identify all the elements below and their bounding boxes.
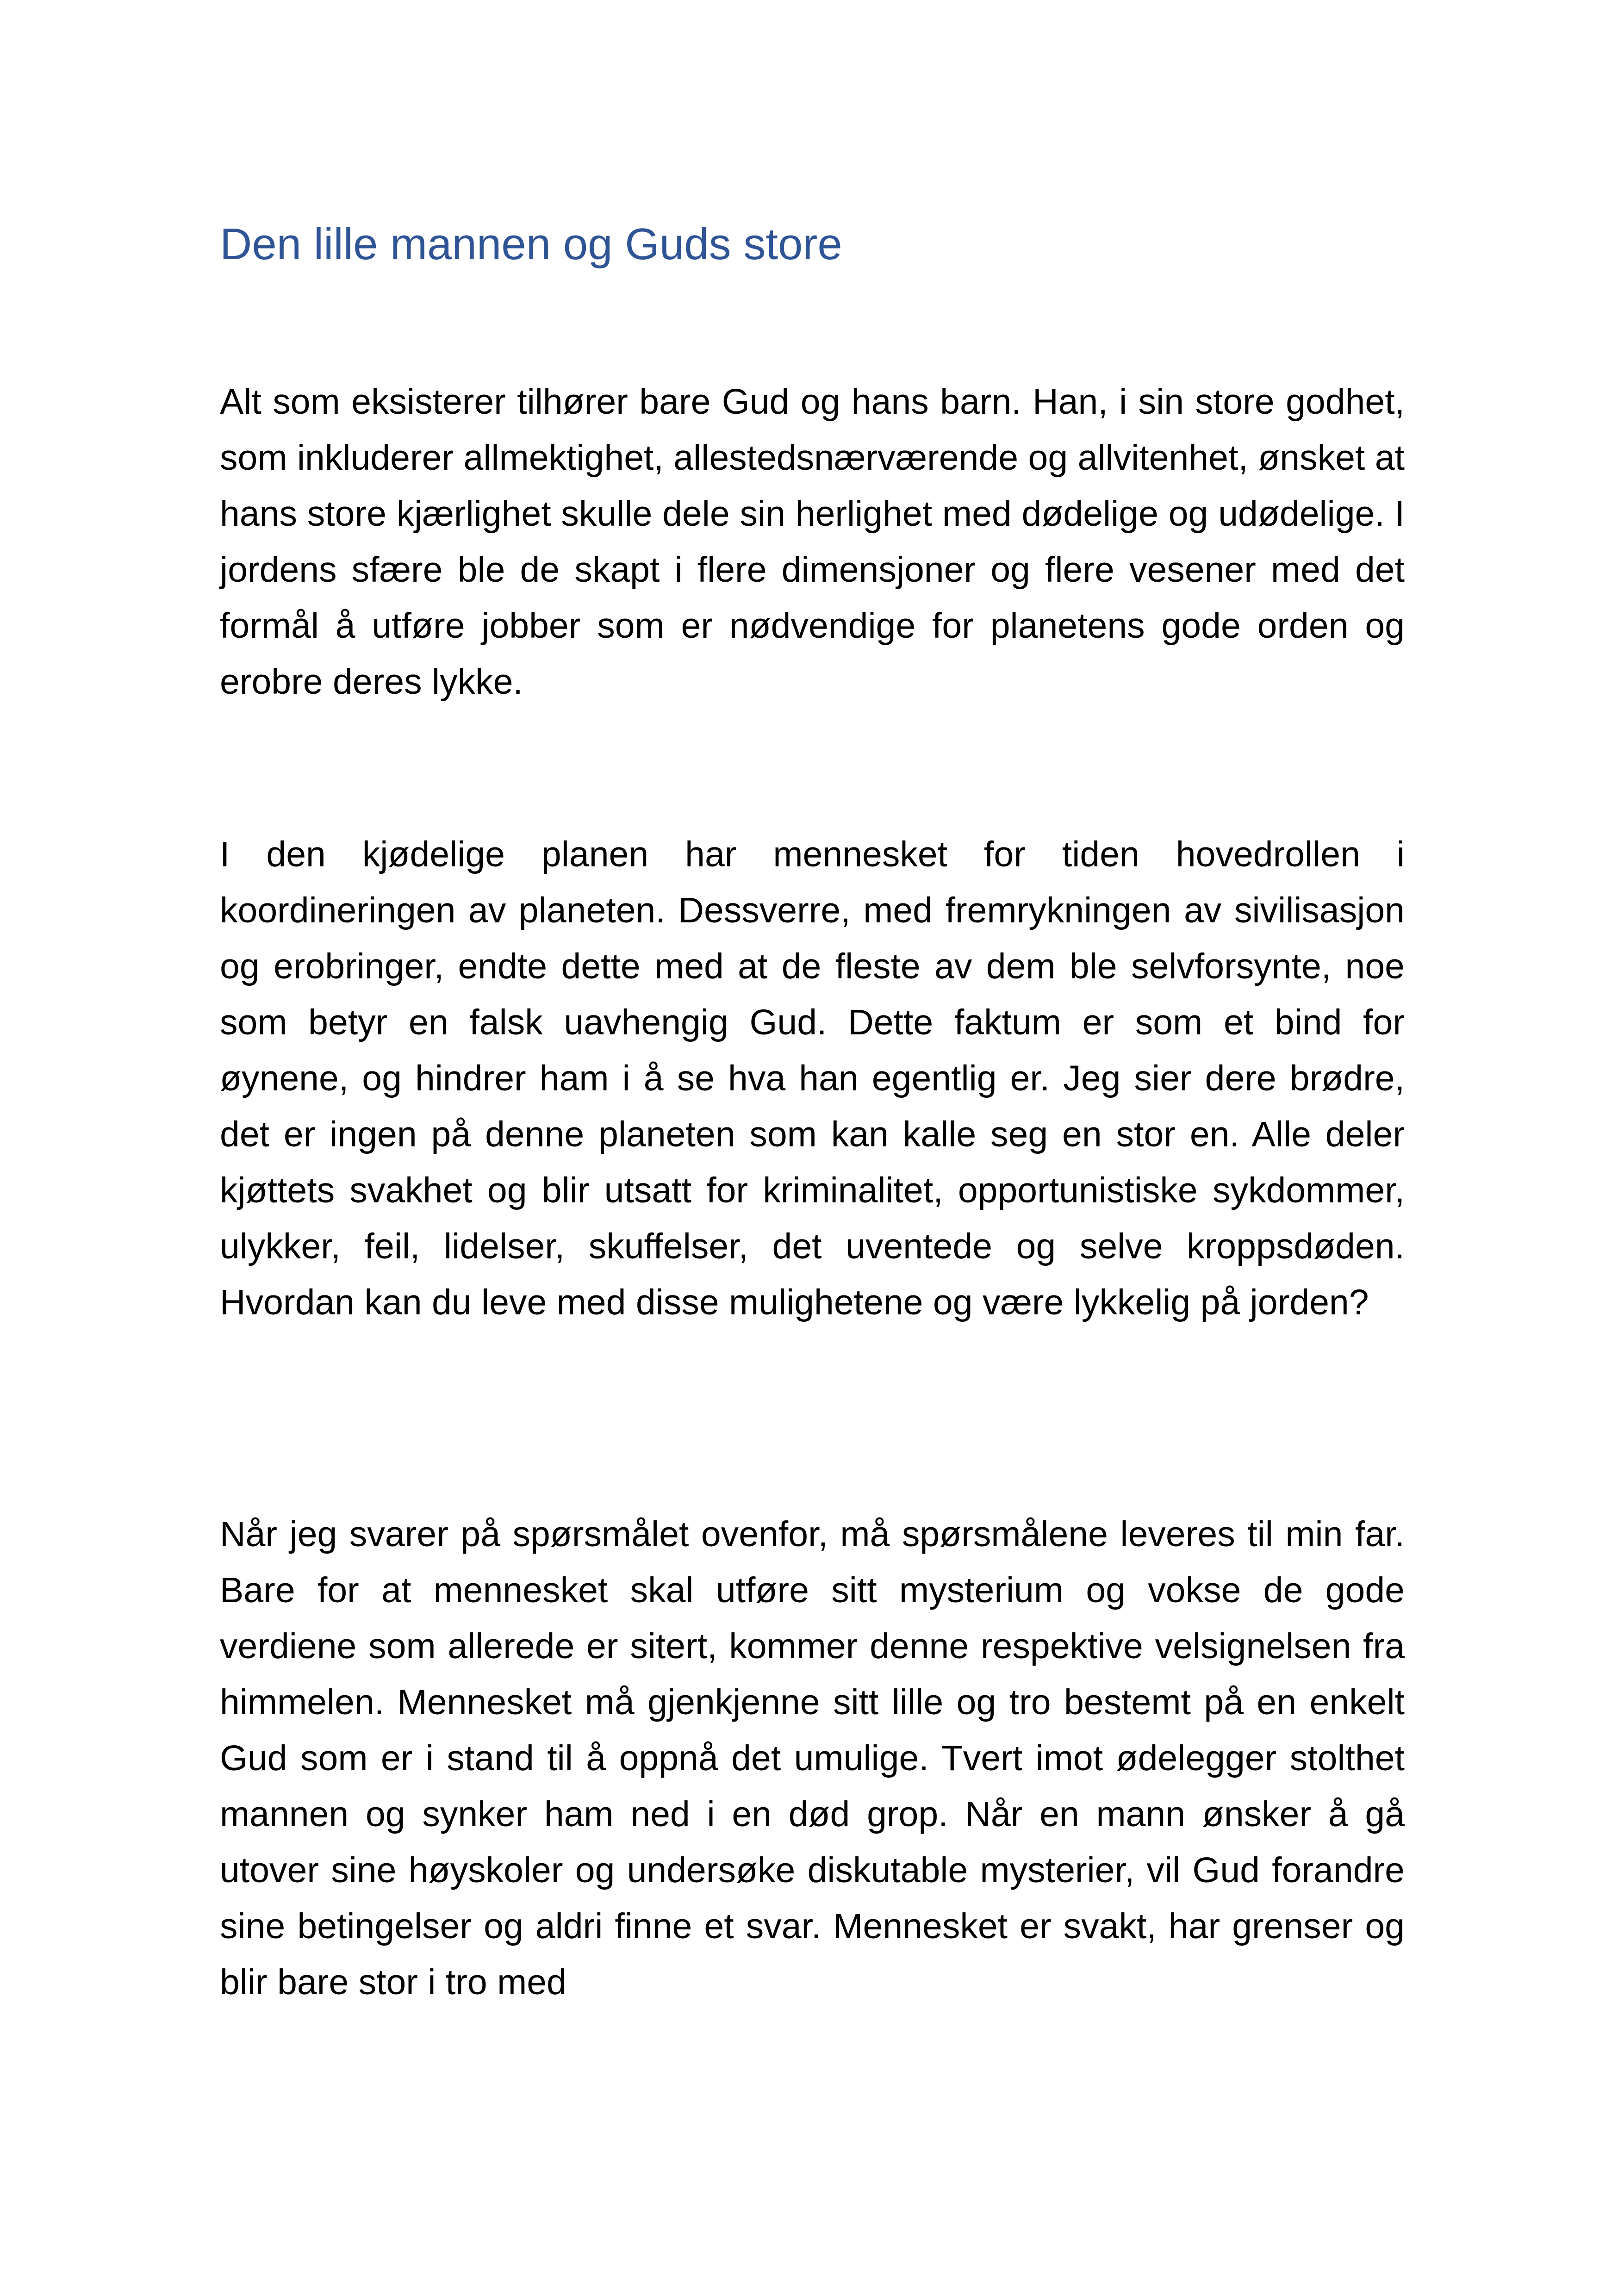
body-paragraph-3: Når jeg svarer på spørsmålet ovenfor, må spørsmålene leveres til min far. Bare for at mennesket skal utføre sitt mysterium og vokse de gode verdiene som allerede er sitert, kommer denne respektive velsignelsen fra himmelen. Mennesket må gjenkjenne sitt lille og tro bestemt på en enkelt Gud som er i stand til å oppnå det umulige. Tvert imot ødelegger stolthet mannen og synker ham ned i en død grop. Når en mann ønsker å gå utover sine høyskoler og undersøke diskutable mysterier, vil Gud forandre sine betingelser og aldri finne et svar. Mennesket er svakt, har grenser og blir bare stor i tro med bbox=[220, 1514, 1405, 2002]
document-title: Den lille mannen og Guds store bbox=[220, 219, 842, 269]
body-paragraph-2: I den kjødelige planen har mennesket for tiden hovedrollen i koordineringen av planeten. Dessverre, med fremrykningen av sivilisasjon og erobringer, endte dette med at de fleste av dem ble selvforsynte, noe som betyr en falsk uavhengig Gud. Dette faktum er som et bind for øynene, og hindrer ham i å se hva han egentlig er. Jeg sier dere brødre, det er ingen på denne planeten som kan kalle seg en stor en. Alle deler kjøttets svakhet og blir utsatt for kriminalitet, opportunistiske sykdommer, ulykker, feil, lidelser, skuffelser, det uventede og selve kroppsdøden. Hvordan kan du leve med disse mulighetene og være lykkelig på jorden? bbox=[220, 834, 1405, 1322]
body-paragraph-1: Alt som eksisterer tilhører bare Gud og hans barn. Han, i sin store godhet, som inkluderer allmektighet, allestedsnærværende og allvitenhet, ønsket at hans store kjærlighet skulle dele sin herlighet med dødelige og udødelige. I jordens sfære ble de skapt i flere dimensjoner og flere vesener med det formål å utføre jobber som er nødvendige for planetens gode orden og erobre deres lykke. bbox=[220, 382, 1405, 702]
